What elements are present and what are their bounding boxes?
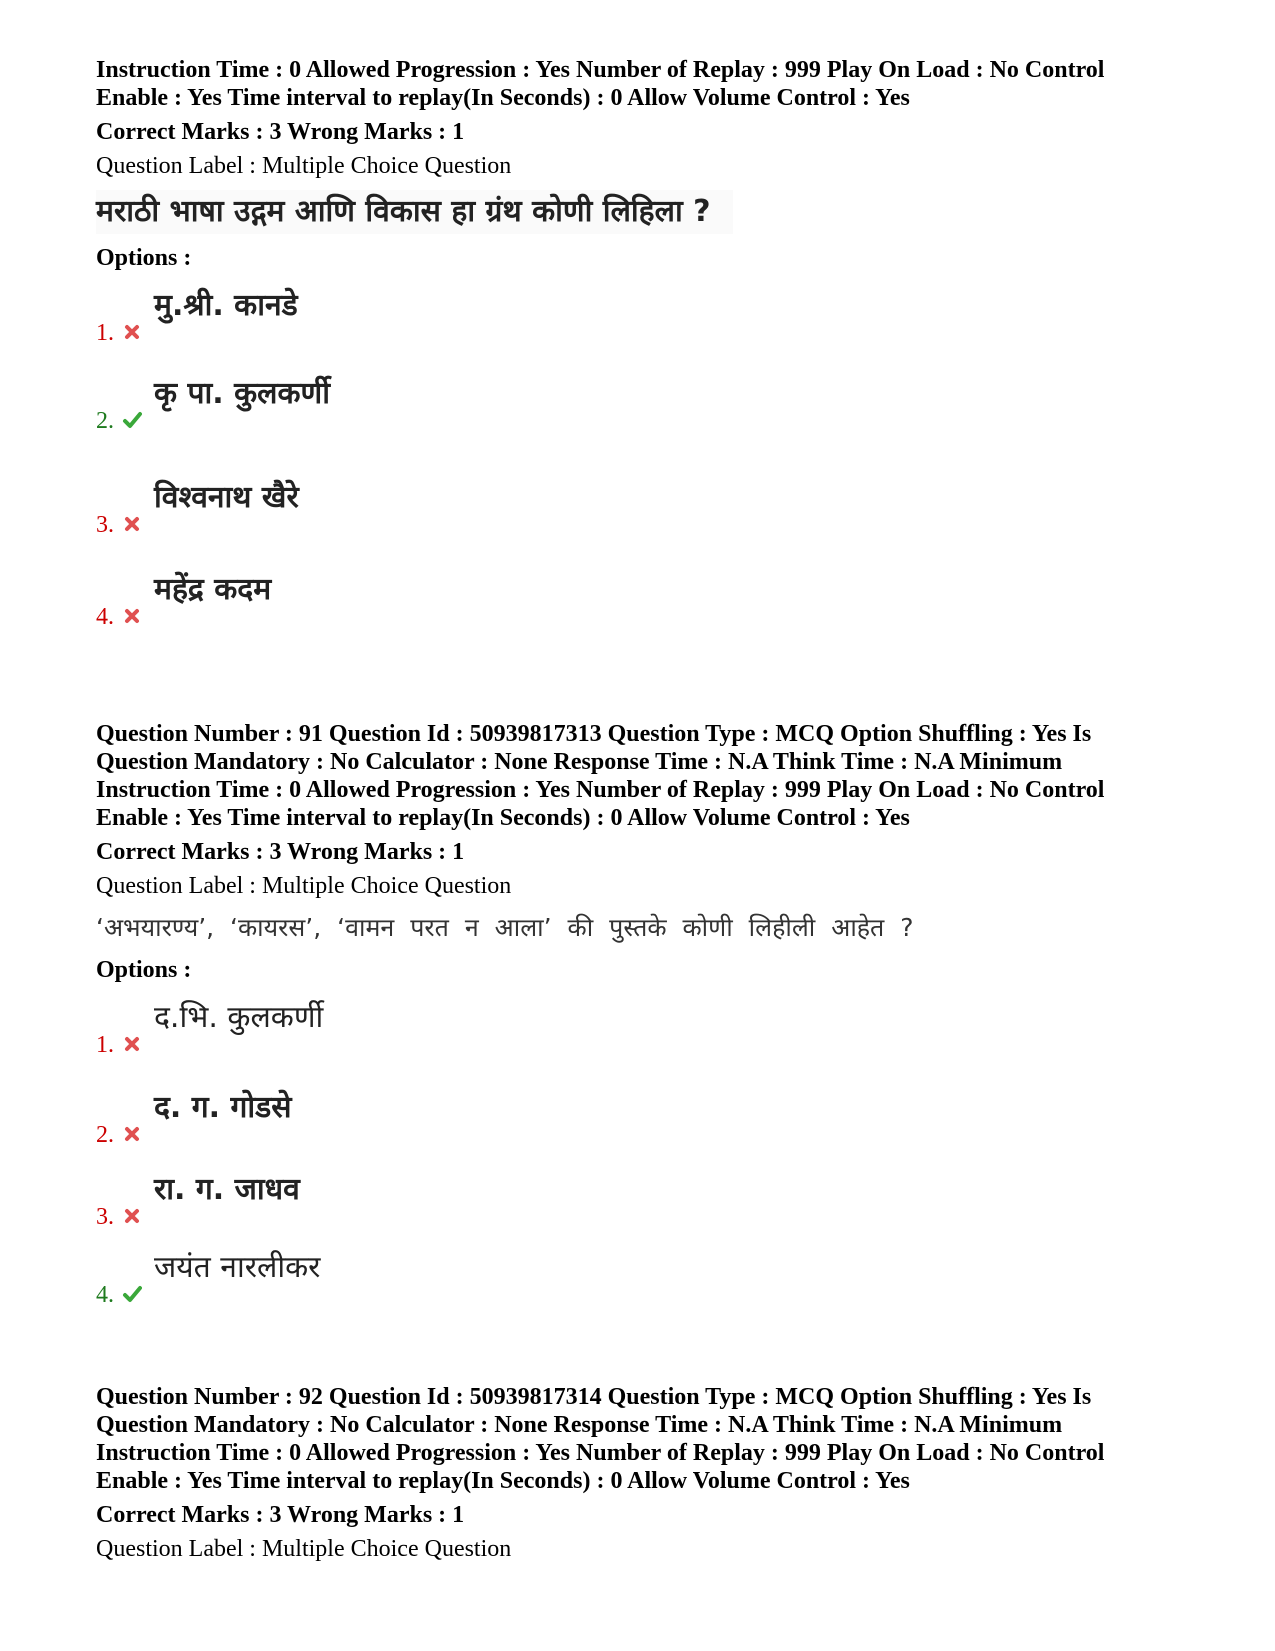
cross-icon xyxy=(122,1206,142,1226)
option-number: 3. xyxy=(96,1204,114,1230)
meta-line: Question Mandatory : No Calculator : None Response Time : N.A Think Time : N.A Minimum xyxy=(96,1412,1063,1438)
marks-line: Correct Marks : 3 Wrong Marks : 1 xyxy=(96,119,465,145)
option-text: महेंद्र कदम xyxy=(154,572,272,607)
meta-line: Instruction Time : 0 Allowed Progression : Yes Number of Replay : 999 Play On Load : No Control xyxy=(96,1440,1105,1466)
cross-icon xyxy=(122,1034,142,1054)
option-item xyxy=(96,1170,696,1230)
marks-line: Correct Marks : 3 Wrong Marks : 1 xyxy=(96,1502,465,1528)
option-number: 2. xyxy=(96,408,114,434)
meta-line: Enable : Yes Time interval to replay(In Seconds) : 0 Allow Volume Control : Yes xyxy=(96,805,910,831)
option-item xyxy=(96,478,696,538)
option-text: द. ग. गोडसे xyxy=(154,1090,292,1125)
option-text: रा. ग. जाधव xyxy=(154,1172,300,1207)
option-number: 2. xyxy=(96,1122,114,1148)
options-list xyxy=(96,998,1196,1318)
question-label: Question Label : Multiple Choice Question xyxy=(96,873,512,899)
check-icon xyxy=(122,410,142,430)
cross-icon xyxy=(122,514,142,534)
meta-line: Instruction Time : 0 Allowed Progression : Yes Number of Replay : 999 Play On Load : No Control xyxy=(96,57,1105,83)
option-text: जयंत नारलीकर xyxy=(154,1250,321,1285)
option-number: 4. xyxy=(96,604,114,630)
meta-line: Question Number : 92 Question Id : 50939817314 Question Type : MCQ Option Shuffling : Yes Is xyxy=(96,1384,1092,1410)
option-item xyxy=(96,998,696,1058)
option-item xyxy=(96,570,696,630)
option-item xyxy=(96,374,696,434)
option-text: विश्वनाथ खैरे xyxy=(154,480,299,515)
options-list xyxy=(96,286,1196,630)
option-text: द.भि. कुलकर्णी xyxy=(154,1000,324,1035)
meta-line: Question Number : 91 Question Id : 50939817313 Question Type : MCQ Option Shuffling : Yes Is xyxy=(96,721,1092,747)
marks-line: Correct Marks : 3 Wrong Marks : 1 xyxy=(96,839,465,865)
cross-icon xyxy=(122,1124,142,1144)
meta-line: Enable : Yes Time interval to replay(In Seconds) : 0 Allow Volume Control : Yes xyxy=(96,85,910,111)
option-text: मु.श्री. कानडे xyxy=(154,288,298,323)
question-text xyxy=(96,190,1196,234)
option-item xyxy=(96,1248,696,1308)
option-item xyxy=(96,1088,696,1148)
meta-line: Question Mandatory : No Calculator : None Response Time : N.A Think Time : N.A Minimum xyxy=(96,749,1063,775)
question-label: Question Label : Multiple Choice Question xyxy=(96,153,512,179)
option-item xyxy=(96,286,696,346)
question-block-92 xyxy=(96,1383,1196,1563)
question-text-content: ‘अभयारण्य’, ‘कायरस’, ‘वामन परत न आला’ की पुस्तके कोणी लिहीली आहेत ? xyxy=(96,913,914,942)
option-number: 3. xyxy=(96,512,114,538)
check-icon xyxy=(122,1284,142,1304)
question-text-content: मराठी भाषा उद्गम आणि विकास हा ग्रंथ कोणी लिहिला ? xyxy=(96,190,733,234)
cross-icon xyxy=(122,606,142,626)
options-title: Options : xyxy=(96,245,192,271)
option-number: 1. xyxy=(96,320,114,346)
cross-icon xyxy=(122,322,142,342)
meta-line: Enable : Yes Time interval to replay(In Seconds) : 0 Allow Volume Control : Yes xyxy=(96,1468,910,1494)
question-text xyxy=(96,910,1196,946)
option-number: 1. xyxy=(96,1032,114,1058)
options-title: Options : xyxy=(96,957,192,983)
question-block-90 xyxy=(96,56,1196,272)
question-block-91 xyxy=(96,720,1196,984)
question-label: Question Label : Multiple Choice Question xyxy=(96,1536,512,1562)
option-number: 4. xyxy=(96,1282,114,1308)
meta-line: Instruction Time : 0 Allowed Progression : Yes Number of Replay : 999 Play On Load : No Control xyxy=(96,777,1105,803)
option-text: कृ पा. कुलकर्णी xyxy=(154,376,331,411)
